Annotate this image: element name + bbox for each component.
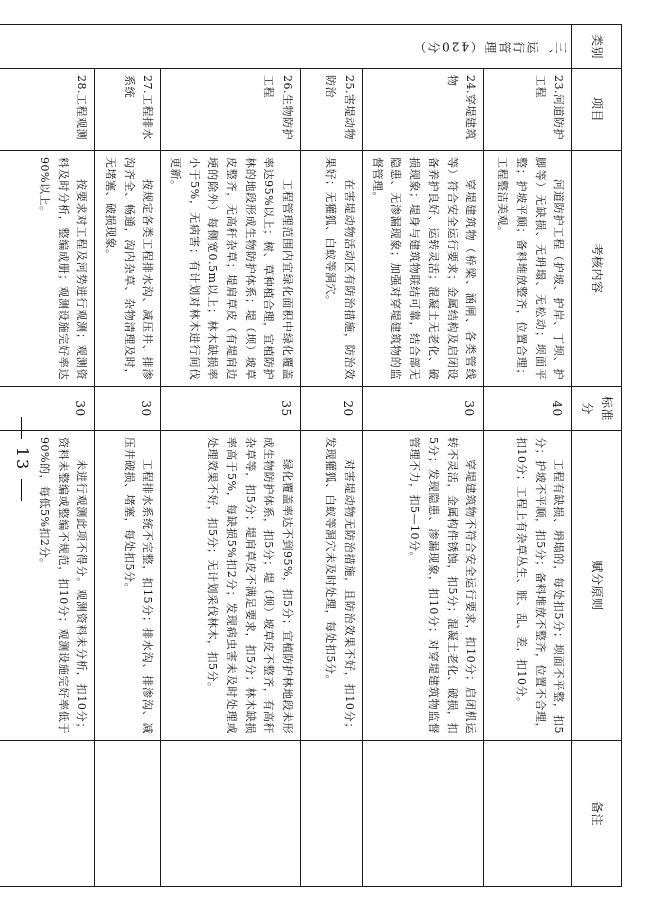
header-score: 标准分	[572, 387, 622, 431]
page-number	[13, 0, 32, 918]
table-row	[301, 25, 363, 887]
note-cell	[363, 741, 484, 887]
score-cell: 40	[484, 387, 572, 431]
note-cell	[301, 741, 363, 887]
content-cell: 工程管理范围内宜绿化面积中绿化覆盖率达95%以上；树、草种植合理，宜植防护林的地段形成生物防护体系；堤（坝）坡草皮整齐，无高秆杂草；堤肩草皮（有堤肩边埂的除外）每侧宽0.5m以上；林木缺损率小于5%，无病害；有计划对林木进行间伐更新。	[161, 151, 301, 387]
page-number-dash-right	[21, 479, 22, 501]
content-cell: 按规定各类工程排水沟、减压井、排渗沟齐全、畅通，沟内杂草、杂物清理及时，无堵塞、破损现象。	[95, 151, 161, 387]
score-cell: 20	[301, 387, 363, 431]
note-cell	[161, 741, 301, 887]
score-cell: 35	[161, 387, 301, 431]
rule-cell: 工程排水系统不完整，扣15分；排水沟、排渗沟、减压井破损、堵塞，每处扣5分。	[95, 431, 161, 741]
rule-cell: 穿堤建筑物不符合安全运行要求，扣10分；启闭机运转不灵活，金属构件锈蚀，扣5分；混凝土老化、破损，扣5分；发现隐患、渗漏现象，扣10分；对穿堤建筑物监督管理不力，扣5—10分。	[363, 431, 484, 741]
item-cell: 25.害堤动物防治	[301, 69, 363, 151]
category-cell	[0, 25, 572, 69]
rule-cell: 工程有缺损、坍塌的，每处扣5分；坝面不平整，扣5分；护坡不平顺，扣5分；备料堆放不整齐，位置不合理，扣10分；工程上有杂草丛生、脏、乱、差，扣10分。	[484, 431, 572, 741]
table-header-row	[572, 25, 622, 887]
category-label: 三、运行管理（420分）	[412, 39, 568, 54]
header-category: 类别	[572, 25, 622, 69]
table-row	[363, 25, 484, 887]
rule-cell: 未进行观测此项不得分。观测资料未分析，扣10分；资料未整编或整编不规范，扣10分；观测设施完好率低于90%的，每低5%扣2分。	[0, 431, 95, 741]
score-cell: 30	[363, 387, 484, 431]
header-content: 考核内容	[572, 151, 622, 387]
header-item: 项目	[572, 69, 622, 151]
table-row	[161, 25, 301, 887]
table-row	[95, 25, 161, 887]
rule-cell: 对害堤动物无防治措施，且防治效果不好，扣10分；发现獾狐、白蚁等洞穴未及时处理，每处扣5分。	[301, 431, 363, 741]
item-cell: 24.穿堤建筑物	[363, 69, 484, 151]
note-cell	[95, 741, 161, 887]
page-number-dash-left	[21, 417, 22, 439]
content-cell: 河道防护工程（护坡、护岸、丁坝、护脚等）无缺损、无坍塌、无松动；坝面平整；护坡平顺；备料堆放整齐，位置合理；工程整洁美观。	[484, 151, 572, 387]
score-cell: 30	[0, 387, 95, 431]
item-cell: 28.工程观测	[0, 69, 95, 151]
page-number-text: 13	[13, 446, 32, 472]
score-cell: 30	[95, 387, 161, 431]
content-cell: 穿堤建筑物（桥梁、涵闸、各类管线等）符合安全运行要求；金属结构及启闭设备养护良好、运转灵活；混凝土无老化、破损现象；堤身与建筑物联结可靠，结合部无隐患、无渗漏现象；加强对穿堤建筑物的监督管理。	[363, 151, 484, 387]
item-cell: 23.河道防护工程	[484, 69, 572, 151]
table-row	[484, 25, 572, 887]
rule-cell: 绿化覆盖率达不到95%，扣5分；宜植防护林地段未形成生物防护体系，扣5分；堤（坝）坡草皮不整齐，有高秆杂草等，扣5分；堤肩草皮不满足要求，扣5分；林木缺损率高于5%，每缺损5%扣2分；发现病虫害未及时处理或处理效果不好，扣5分；无计划采伐林木，扣5分。	[161, 431, 301, 741]
note-cell	[484, 741, 572, 887]
assessment-table	[0, 24, 622, 887]
content-cell: 在害堤动物活动区有防治措施，防治效果好；无獾狐、白蚁等洞穴。	[301, 151, 363, 387]
header-note: 备注	[572, 741, 622, 887]
item-cell: 27.工程排水系统	[95, 69, 161, 151]
content-cell: 按要求对工程及河势进行观测；观测资料及时分析，整编成册；观测设施完好率达90%以上。	[0, 151, 95, 387]
item-cell: 26.生物防护工程	[161, 69, 301, 151]
header-rule: 赋分原则	[572, 431, 622, 741]
